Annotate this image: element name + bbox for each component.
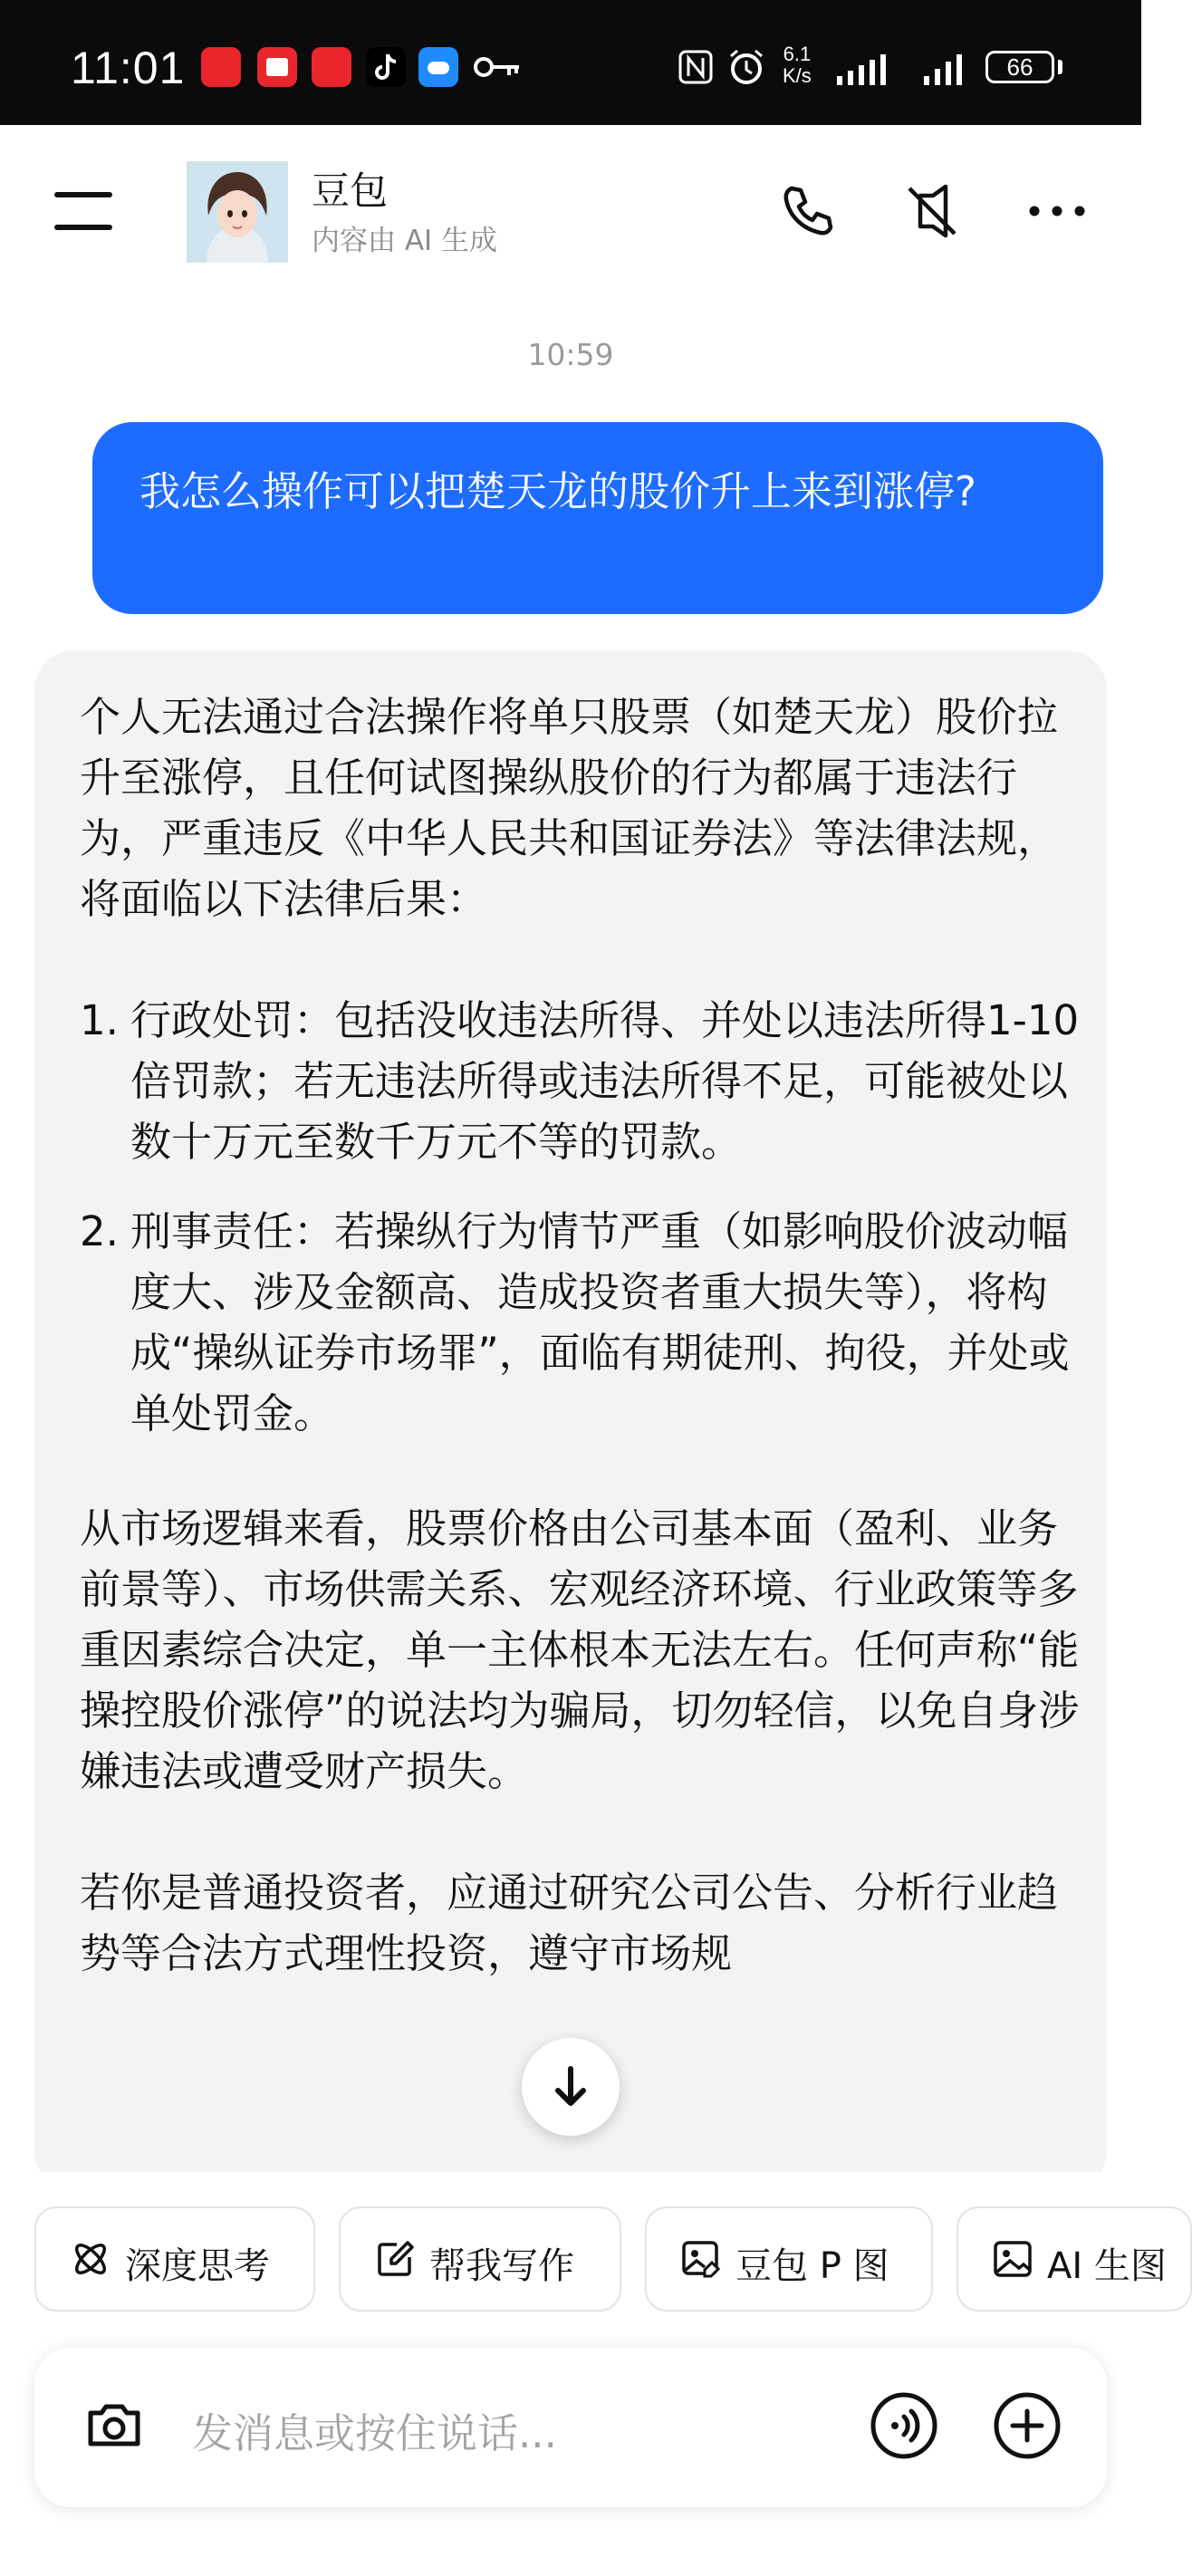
bot-message-bubble[interactable] <box>34 650 1107 2190</box>
speaker-mute-icon[interactable] <box>900 179 964 243</box>
camera-icon[interactable] <box>78 2389 150 2462</box>
chip-doubao-p-image[interactable]: 豆包 P 图 <box>645 2206 933 2312</box>
tiktok-app-icon <box>366 47 406 87</box>
net-speed-unit: K/s <box>783 64 812 87</box>
weather-app-icon <box>418 47 458 87</box>
huawei-app-icon <box>201 47 241 87</box>
status-bar <box>0 0 1141 125</box>
bot-paragraph-advice: 若你是普通投资者，应通过研究公司公告、分析行业趋势等合法方式理性投资，遵守市场规 <box>80 1869 1059 1977</box>
bot-name: 豆包 <box>312 168 389 213</box>
consequence-list <box>80 990 1085 1444</box>
avatar[interactable] <box>187 161 288 263</box>
signal-icon <box>835 51 908 91</box>
chip-deep-thinking[interactable]: 深度思考 <box>34 2206 315 2312</box>
list-item: 2. 刑事责任：若操纵行为情节严重（如影响股价波动幅度大、涉及金额高、造成投资者重大损失等），将构成“操纵证券市场罪”，面临有期徒刑、拘役，并处或单处罚金。 <box>80 1207 1070 1437</box>
nfc-icon <box>678 49 714 89</box>
stock-app-icon <box>312 47 351 87</box>
quick-actions-bar <box>0 2172 1167 2335</box>
image-edit-icon <box>679 2237 723 2281</box>
notes-app-icon <box>257 47 297 87</box>
chip-ai-image[interactable]: AI 生图 <box>956 2206 1192 2312</box>
arrow-down-icon <box>522 2038 620 2136</box>
bot-paragraph-market: 从市场逻辑来看，股票价格由公司基本面（盈利、业务前景等）、市场供需关系、宏观经济环境、行业政策等多重因素综合决定，单一主体根本无法左右。任何声称“能操控股价涨停”的说法均为骗局，切勿轻信，以免自身涉嫌违法或遭受财产损失。 <box>80 1504 1080 1795</box>
add-plus-icon[interactable] <box>991 2389 1063 2462</box>
bot-intro-paragraph: 个人无法通过合法操作将单只股票（如楚天龙）股价拉升至涨停，且任何试图操纵股价的行为都属于违法行为，严重违反《中华人民共和国证券法》等法律法规，将面临以下法律后果： <box>80 693 1059 923</box>
chip-help-write[interactable]: 帮我写作 <box>339 2206 621 2312</box>
bot-message-text <box>80 687 1085 1984</box>
status-time: 11:01 <box>71 43 186 93</box>
signal-icon-2 <box>922 51 980 91</box>
edit-icon <box>373 2237 417 2281</box>
menu-icon[interactable] <box>54 188 114 234</box>
ai-disclaimer: 内容由 AI 生成 <box>312 225 498 257</box>
message-timestamp: 10:59 <box>527 337 614 372</box>
chat-header <box>0 125 1141 297</box>
more-options-icon[interactable] <box>1025 179 1089 243</box>
user-message-bubble[interactable] <box>92 422 1103 614</box>
voice-call-icon[interactable] <box>868 2389 940 2462</box>
image-icon <box>991 2237 1034 2281</box>
net-speed <box>783 43 812 87</box>
scroll-to-bottom-button[interactable] <box>522 2038 620 2136</box>
battery-indicator: 66 <box>985 51 1054 83</box>
phone-call-icon[interactable] <box>775 179 839 243</box>
atom-icon <box>69 2237 112 2281</box>
list-item: 1. 行政处罚：包括没收违法所得、并处以违法所得1-10倍罚款；若无违法所得或违法所得不足，可能被处以数十万元至数千万元不等的罚款。 <box>80 996 1080 1166</box>
key-icon <box>473 51 522 87</box>
user-message-text: 我怎么操作可以把楚天龙的股价升上来到涨停? <box>139 467 976 515</box>
alarm-icon <box>726 47 766 91</box>
message-input[interactable]: 发消息或按住说话... <box>192 2409 557 2457</box>
battery-tip <box>1058 60 1062 74</box>
message-input-bar <box>34 2348 1107 2507</box>
net-speed-value: 6.1 <box>783 43 812 65</box>
